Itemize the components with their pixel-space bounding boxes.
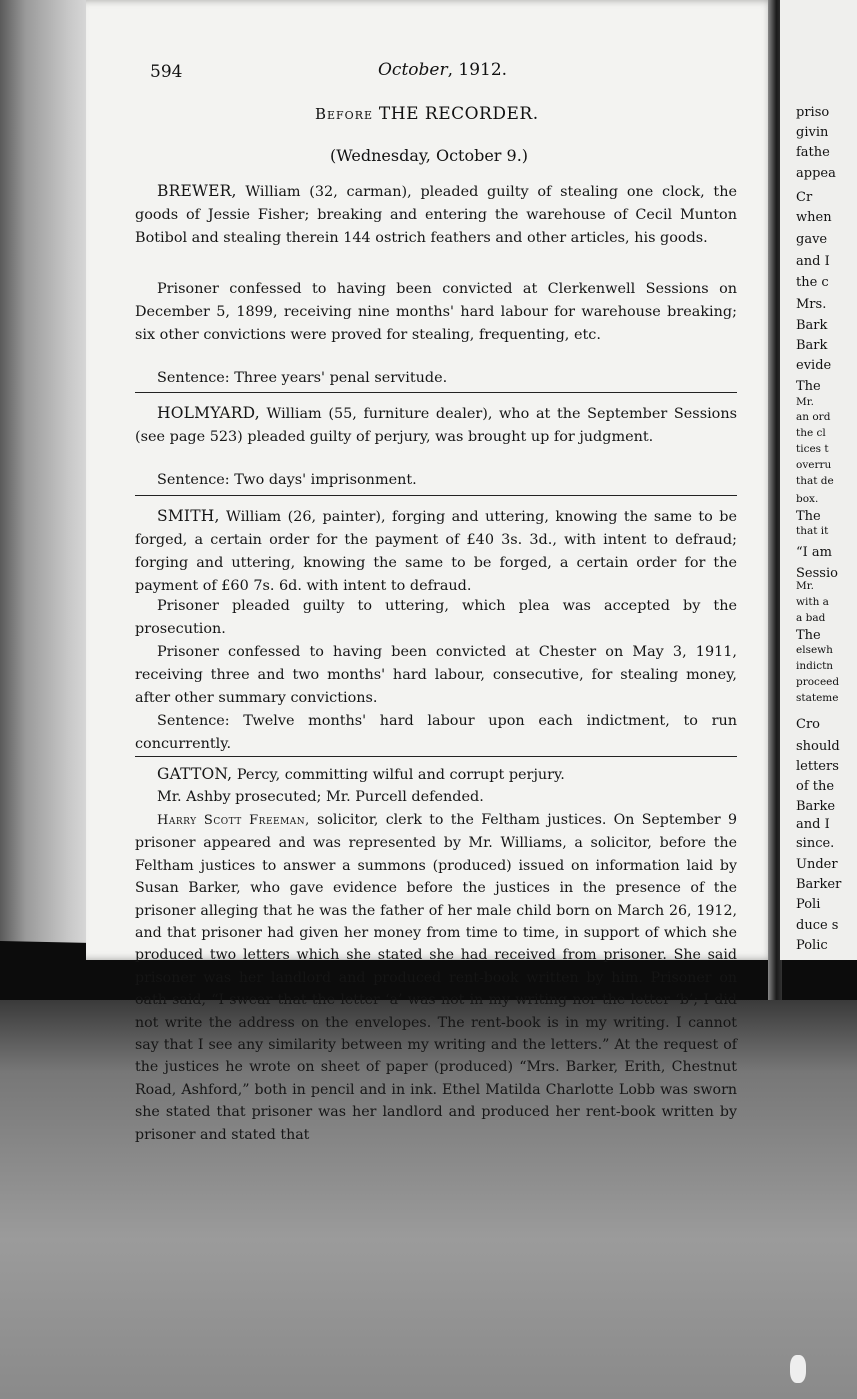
case-holmyard-name: HOLMYARD, bbox=[157, 404, 260, 422]
facing-page-fragment: priso bbox=[796, 105, 830, 120]
facing-page-fragment: “I am bbox=[796, 545, 832, 560]
case-holmyard-sentence: Sentence: Two days' imprisonment. bbox=[157, 472, 417, 488]
facing-page-fragment: The bbox=[796, 379, 821, 394]
facing-page-fragment: Cro bbox=[796, 717, 820, 732]
case-smith-plea: Prisoner pleaded guilty to uttering, which plea was accepted by the prosecution. bbox=[135, 598, 737, 637]
sitting-date: (Wednesday, October 9.) bbox=[330, 146, 529, 165]
facing-page-fragment: since. bbox=[796, 836, 835, 851]
facing-page-fragment: and I bbox=[796, 254, 830, 269]
facing-page-fragment: Under bbox=[796, 857, 838, 872]
facing-page-fragment: a bad bbox=[796, 612, 826, 624]
case-divider bbox=[135, 495, 737, 496]
running-head-month: October bbox=[378, 60, 448, 80]
court-heading bbox=[315, 104, 539, 124]
case-divider bbox=[135, 756, 737, 757]
case-brewer-name: BREWER, bbox=[157, 182, 237, 200]
facing-page-fragment: the c bbox=[796, 275, 829, 290]
facing-page-fragment: stateme bbox=[796, 692, 839, 704]
facing-page-fragment: Barke bbox=[796, 799, 836, 814]
facing-page-fragment: Poli bbox=[796, 897, 821, 912]
facing-page-fragment: an ord bbox=[796, 411, 831, 423]
facing-page-fragment: Polic bbox=[796, 938, 828, 953]
facing-page-fragment: The bbox=[796, 509, 821, 524]
facing-page-fragment: should bbox=[796, 739, 840, 754]
facing-page-fragment: overru bbox=[796, 459, 832, 471]
case-holmyard-opening bbox=[135, 402, 737, 449]
case-gatton-evidence bbox=[135, 809, 737, 1146]
case-gatton-charge: Percy, committing wilful and corrupt perjury. bbox=[232, 767, 565, 783]
scan-speck bbox=[790, 1355, 806, 1383]
facing-page-fragment: elsewh bbox=[796, 644, 833, 656]
page-number: 594 bbox=[150, 62, 183, 82]
facing-page-fragment: Sessio bbox=[796, 566, 838, 581]
facing-page-fragment: box. bbox=[796, 493, 819, 505]
facing-page-fragment: with a bbox=[796, 596, 829, 608]
case-holmyard-charge: William (55, furniture dealer), who at the September Sessions (see page 523) pleaded guilty of perjury, was brought up for judgment. bbox=[135, 406, 737, 445]
running-head-year: , 1912. bbox=[447, 60, 508, 80]
facing-page-fragment: Bark bbox=[796, 338, 828, 353]
case-smith-opening bbox=[135, 505, 737, 598]
facing-page-fragment: letters bbox=[796, 759, 839, 774]
facing-page-fragment: tices t bbox=[796, 443, 829, 455]
page-header bbox=[150, 62, 760, 86]
facing-page-fragment: and I bbox=[796, 817, 830, 832]
facing-page-fragment: givin bbox=[796, 125, 829, 140]
facing-page-fragment: indictn bbox=[796, 660, 834, 672]
case-smith-name: SMITH, bbox=[157, 507, 220, 525]
facing-page-fragment: gave bbox=[796, 232, 828, 247]
facing-page-fragment: that de bbox=[796, 475, 834, 487]
facing-page-fragment: Bark bbox=[796, 318, 828, 333]
facing-page-fragment: appea bbox=[796, 166, 836, 181]
running-head bbox=[378, 60, 507, 80]
case-smith-charge: William (26, painter), forging and uttering, knowing the same to be forged, a certain order for the payment of £40 3s. 3d., with intent to defraud; forging and uttering, knowing the same to be forged, a certain order for the payment of £60 7s. 6d. with intent to defraud. bbox=[135, 509, 737, 594]
facing-page-fragment: Mr. bbox=[796, 580, 814, 592]
case-brewer-record: Prisoner confessed to having been convicted at Clerkenwell Sessions on December 5, 1899, receiving nine months' hard labour for warehouse breaking; six other convictions were proved for stealing, frequenting, etc. bbox=[135, 281, 737, 343]
case-brewer-charge: William (32, carman), pleaded guilty of stealing one clock, the goods of Jessie Fisher; breaking and entering the warehouse of Cecil Munton Botibol and stealing therein 144 ostrich feathers and other articles, his goods. bbox=[135, 184, 737, 246]
facing-page-fragment: Mr. bbox=[796, 396, 814, 408]
facing-page-fragment: Cr bbox=[796, 190, 813, 205]
case-divider bbox=[135, 392, 737, 393]
court-prefix: Before bbox=[315, 105, 374, 123]
case-smith-record: Prisoner confessed to having been convicted at Chester on May 3, 1911, receiving three and two months' hard labour, consecutive, for stealing money, after other summary convictions. bbox=[135, 644, 737, 706]
facing-page-fragment: the cl bbox=[796, 427, 826, 439]
facing-page-fragment: fathe bbox=[796, 145, 830, 160]
facing-page-fragment: that it bbox=[796, 525, 829, 537]
facing-page-fragment: duce s bbox=[796, 918, 839, 933]
facing-page-fragment: The bbox=[796, 628, 821, 643]
facing-page-fragment: Mrs. bbox=[796, 297, 827, 312]
case-brewer-sentence: Sentence: Three years' penal servitude. bbox=[157, 370, 448, 386]
witness-name: Harry Scott Freeman, bbox=[157, 813, 310, 828]
facing-page-fragment: when bbox=[796, 210, 832, 225]
case-brewer-opening bbox=[135, 180, 737, 250]
facing-page-fragment: of the bbox=[796, 779, 835, 794]
case-gatton-counsel: Mr. Ashby prosecuted; Mr. Purcell defended. bbox=[157, 789, 484, 805]
facing-page bbox=[780, 0, 857, 960]
case-smith-sentence: Sentence: Twelve months' hard labour upon each indictment, to run concurrently. bbox=[135, 713, 737, 752]
case-gatton-opening bbox=[135, 763, 737, 787]
facing-page-fragment: Barker bbox=[796, 877, 842, 892]
witness-testimony: solicitor, clerk to the Feltham justices. On September 9 prisoner appeared and was represented by Mr. Williams, a solicitor, before the Feltham justices to answer a summons (produced) issued on information laid by Susan Barker, who gave evidence before the justices in the presence of the prisoner alleging that he was the father of her male child born on March 26, 1912, and that prisoner had given her money from time to time, in support of which she produced two letters which she stated she had received from prisoner. She said prisoner was her landlord and produced rent-book written by him. Prisoner on oath said, “I swear that the letter ‘a’ was not in my writing nor the letter ‘b’; I did not write the address on the envelopes. The rent-book is in my writing. I cannot say that I see any similarity between my writing and the letters.” At the request of the justices he wrote on sheet of paper (produced) “Mrs. Barker, Erith, Chestnut Road, Ashford,” both in pencil and in ink. Ethel Matilda Charlotte Lobb was sworn she stated that prisoner was her landlord and produced her rent-book written by prisoner and stated that bbox=[135, 812, 737, 1143]
facing-page-fragment: proceed bbox=[796, 676, 840, 688]
court-title: THE RECORDER. bbox=[378, 104, 539, 124]
case-gatton-name: GATTON, bbox=[157, 765, 233, 783]
facing-page-fragment: evide bbox=[796, 358, 832, 373]
